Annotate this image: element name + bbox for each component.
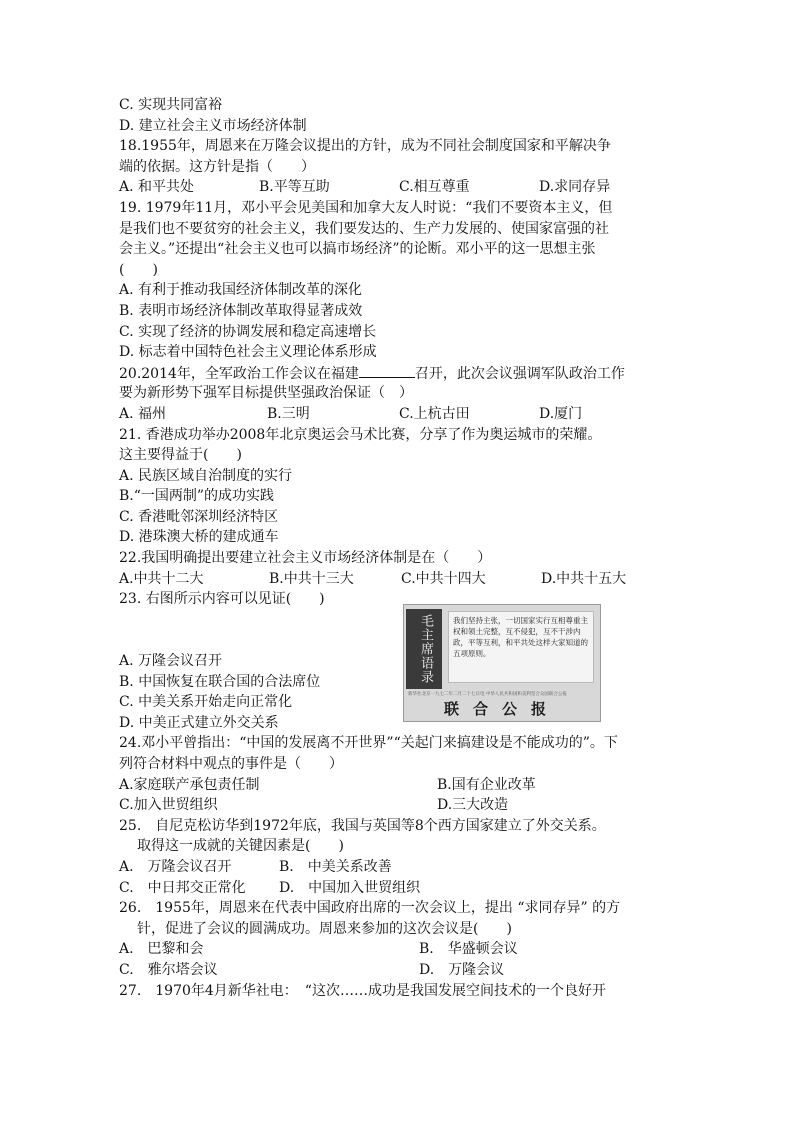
q26-stem-line2: 针，促进了会议的圆满成功。周恩来参加的这次会议是( ) (137, 920, 512, 937)
q25-stem-line1: 25. 自尼克松访华到1972年底，我国与英国等8个西方国家建立了外交关系。 (119, 817, 606, 834)
q17-option-d: D. 建立社会主义市场经济体制 (119, 117, 307, 134)
q25-option-c: C. 中日邦交正常化 (119, 879, 246, 896)
q26-option-c: C. 雅尔塔会议 (119, 961, 218, 978)
q23-stem: 23. 右图所示内容可以见证( ) (119, 591, 325, 608)
newspaper-clipping-image (403, 604, 601, 722)
q20-stem-part2: 召开，此次会议强调军队政治工作 (414, 365, 625, 382)
q18-stem-line2: 端的依据。这方针是指（ ） (119, 158, 315, 175)
q24-stem-line1: 24.邓小平曾指出：“中国的发展离不开世界”“关起门来搞建设是不能成功的”。下 (119, 735, 618, 752)
q19-stem-line2: 是我们也不要贫穷的社会主义，我们要发达的、生产力发展的、使国家富强的社 (119, 220, 609, 237)
q18-option-b: B.平等互助 (259, 179, 330, 196)
q26-stem-line1: 26. 1955年，周恩来在代表中国政府出席的一次会议上，提出 “求同存异” 的方 (119, 900, 621, 917)
q23-option-b: B. 中国恢复在联合国的合法席位 (119, 673, 321, 690)
q18-option-c: C.相互尊重 (399, 179, 470, 196)
answer-blank (359, 363, 415, 378)
q21-option-c: C. 香港毗邻深圳经济特区 (119, 508, 279, 525)
q21-stem-line2: 这主要得益于( ) (119, 447, 242, 464)
q20-stem-part1: 20.2014年，全军政治工作会议在福建 (119, 365, 359, 382)
q19-option-a: A. 有利于推动我国经济体制改革的深化 (119, 282, 363, 299)
q24-options-row2 (119, 795, 679, 816)
q19-stem-line4: ( ) (119, 261, 158, 278)
q22-stem: 22.我国明确提出要建立社会主义市场经济体制是在（ ） (119, 550, 492, 567)
q24-option-b: B.国有企业改革 (437, 776, 536, 793)
fine-print: 新华社北京一九七二年二月二十七日电 中华人民共和国和美利坚合众国联合公报 (408, 692, 567, 697)
q19-option-d: D. 标志着中国特色社会主义理论体系形成 (119, 344, 377, 361)
q26-option-d: D. 万隆会议 (419, 961, 505, 978)
q26-option-b: B. 华盛顿会议 (419, 941, 518, 958)
q18-option-d: D.求同存异 (539, 179, 611, 196)
q19-option-c: C. 实现了经济的协调发展和稳定高速增长 (119, 323, 377, 340)
q22-option-a: A.中共十二大 (119, 570, 204, 587)
q24-option-c: C.加入世贸组织 (119, 797, 218, 814)
q21-stem-line1: 21. 香港成功举办2008年北京奥运会马术比赛，分享了作为奥运城市的荣耀。 (119, 426, 602, 443)
q26-option-a: A. 巴黎和会 (119, 941, 204, 958)
q18-option-a: A. 和平共处 (119, 179, 195, 196)
q26-options-row2 (119, 960, 679, 981)
q22-option-c: C.中共十四大 (401, 570, 486, 587)
q24-option-d: D.三大改造 (437, 797, 509, 814)
q25-option-d: D. 中国加入世贸组织 (279, 879, 421, 896)
q21-option-a: A. 民族区域自治制度的实行 (119, 467, 293, 484)
q20-option-c: C.上杭古田 (399, 405, 470, 422)
q25-option-b: B. 中美关系改善 (279, 858, 392, 875)
q25-stem-line2: 取得这一成就的关键因素是( ) (137, 838, 344, 855)
q18-options (119, 177, 679, 198)
q26-options-row1 (119, 939, 679, 960)
q25-options-row1 (119, 857, 679, 878)
q24-stem-line2: 列符合材料中观点的事件是（ ） (119, 756, 343, 772)
question-list (119, 95, 679, 1001)
q20-option-a: A. 福州 (119, 405, 167, 422)
q21-option-b: B.“一国两制”的成功实践 (119, 488, 275, 505)
quotation-text: 我们坚持主张，一切国家实行互相尊重主权和领土完整，互不侵犯，互不干涉内政，平等互利，和平共处这样大家知道的五项原则。 (448, 611, 594, 683)
q19-option-b: B. 表明市场经济体制改革取得显著成效 (119, 302, 363, 319)
q20-stem-line1 (119, 363, 679, 384)
q20-stem-line2: 要为新形势下强军目标提供坚强政治保证（ ） (119, 385, 413, 402)
q23-option-d: D. 中美正式建立外交关系 (119, 714, 279, 731)
q20-options (119, 404, 679, 425)
quotation-stamp: 毛主席语录 (406, 609, 442, 689)
q24-option-a: A.家庭联产承包责任制 (119, 776, 260, 793)
q23-option-a: A. 万隆会议召开 (119, 653, 223, 670)
q25-options-row2 (119, 878, 679, 899)
q24-options-row1 (119, 775, 679, 796)
q20-option-d: D.厦门 (539, 405, 583, 422)
q19-stem-line3: 会主义。”还提出“社会主义也可以搞市场经济”的论断。邓小平的这一思想主张 (119, 241, 596, 258)
q22-option-d: D.中共十五大 (541, 570, 627, 587)
q23-option-c: C. 中美关系开始走向正常化 (119, 694, 293, 711)
q27-stem-line1: 27. 1970年4月新华社电： “这次……成功是我国发展空间技术的一个良好开 (119, 982, 606, 999)
q21-option-d: D. 港珠澳大桥的建成通车 (119, 529, 279, 546)
q19-stem-line1: 19. 1979年11月，邓小平会见美国和加拿大友人时说：“我们不要资本主义，但 (119, 199, 613, 216)
q22-option-b: B.中共十三大 (269, 570, 354, 587)
q18-stem-line1: 18.1955年，周恩来在万隆会议提出的方针，成为不同社会制度国家和平解决争 (119, 138, 611, 155)
q22-options (119, 569, 679, 590)
q25-option-a: A. 万隆会议召开 (119, 858, 232, 875)
q17-option-c: C. 实现共同富裕 (119, 97, 223, 113)
q20-option-b: B.三明 (267, 405, 310, 422)
newspaper-masthead: 联合公报 (443, 700, 560, 718)
